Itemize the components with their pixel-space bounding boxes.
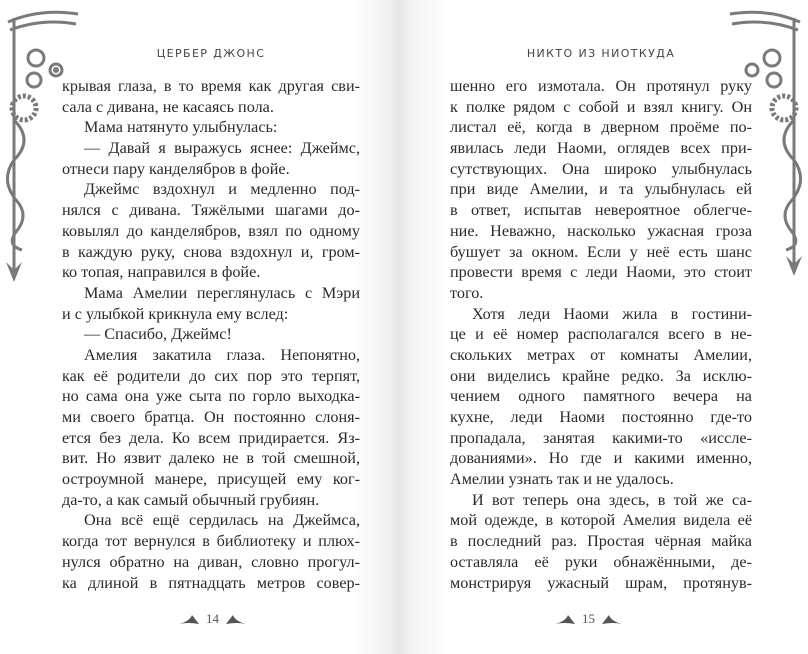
text-line: ка длиной в пятнадцать метров совер- — [62, 573, 360, 592]
text-line: того. — [450, 283, 484, 302]
text-line: сала с дивана, не касаясь пола. — [62, 97, 274, 116]
text-line: как её родители до сих пор это терпят, — [62, 366, 360, 385]
text-line: ковылял до канделябров, взял по одному — [62, 221, 360, 240]
text-line: в последний раз. Простая чёрная майка — [450, 532, 752, 551]
text-line: они виделись крайне редко. За исклю- — [450, 366, 752, 385]
leaf-ornament-icon — [554, 613, 576, 625]
text-line: при виде Амелии, и та улыбнулась ей — [450, 180, 752, 199]
text-line: пропадала, занятая какими-то «иссле- — [450, 428, 752, 447]
text-line: к полке рядом с собой и взял книгу. Он — [450, 97, 752, 116]
text-line: ние. Неважно, насколько ужасная гроза — [450, 221, 752, 240]
text-line: ется без дела. Ко всем придирается. Яз- — [62, 428, 360, 447]
text-line: кухне, леди Наоми постоянно где-то — [450, 408, 752, 426]
text-line: ко топая, направился в фойе. — [62, 263, 261, 282]
text-line: — Спасибо, Джеймс! — [84, 325, 232, 344]
text-line: явилась леди Наоми, оглядев всех при- — [450, 139, 752, 158]
text-line: Амелии узнать так и не удалось. — [450, 470, 674, 489]
text-line: дованиями». Но где и какими именно, — [450, 449, 752, 468]
running-header: НИКТО ИЗ НИОТКУДА — [526, 47, 676, 60]
page-footer — [554, 611, 623, 627]
page-footer — [178, 611, 247, 627]
text-line: шенно его измотала. Он протянул руку — [450, 77, 752, 95]
text-line: в ответ, испытав невероятное облегче- — [450, 201, 752, 220]
page-text — [450, 76, 752, 593]
leaf-ornament-icon — [225, 613, 247, 625]
text-line: листал её, когда в дверном проёме по- — [450, 118, 752, 137]
text-line: Мама натянуто улыбнулась: — [84, 118, 278, 137]
text-line: це и её номер располагался всего в не- — [450, 325, 752, 344]
left-page — [0, 0, 400, 654]
text-line: сутствующих. Она широко улыбнулась — [450, 159, 752, 178]
text-line: но сама она уже сыта по горло выходка- — [62, 387, 360, 406]
page-number: 15 — [582, 611, 595, 626]
text-line: вит. Но язвит далеко не в той смешной, — [62, 449, 360, 468]
text-line: Хотя леди Наоми жила в гостини- — [472, 304, 752, 323]
text-line: остроумной манере, присущей ему ког- — [62, 470, 360, 489]
right-page — [400, 0, 808, 654]
text-line: чением одного памятного вечера на — [450, 387, 752, 406]
text-line: в каждую руку, снова вздохнул и, гром- — [62, 242, 360, 261]
text-line: Амелия закатила глаза. Непонятно, — [84, 345, 360, 364]
text-line: монстрируя ужасный шрам, протянув- — [450, 573, 752, 592]
leaf-ornament-icon — [601, 613, 623, 625]
text-line: провести время с леди Наоми, это стоит — [450, 263, 752, 282]
text-line: И вот теперь она здесь, в той же са- — [472, 490, 752, 509]
text-line: оставляла её руки обнажёнными, де- — [450, 552, 752, 571]
text-line: мой одежде, в которой Амелия видела её — [450, 511, 752, 530]
text-line: отнеси пару канделябров в фойе. — [62, 159, 290, 178]
text-line: когда тот вернулся в библиотеку и плюх- — [62, 532, 360, 551]
running-header: ЦЕРБЕР ДЖОНС — [156, 47, 266, 60]
text-line: — Давай я выражусь яснее: Джеймс, — [84, 139, 360, 158]
text-line: ми своего братца. Он постоянно слоня- — [62, 408, 360, 426]
text-line: да-то, а как самый обычный грубиян. — [62, 490, 320, 509]
text-line: Мама Амелии переглянулась с Мэри — [84, 283, 360, 302]
text-line: Джеймс вздохнул и медленно под- — [84, 180, 360, 199]
leaf-ornament-icon — [178, 613, 200, 625]
text-line: крывая глаза, в то время как другая сви- — [62, 77, 360, 95]
text-line: нулся обратно на диван, словно прогул- — [62, 552, 360, 571]
text-line: скольких метрах от комнаты Амелии, — [450, 345, 752, 364]
text-line: Она всё ещё сердилась на Джеймса, — [84, 511, 360, 530]
page-text — [62, 76, 360, 593]
text-line: и с улыбкой крикнула ему вслед: — [62, 304, 289, 323]
page-number: 14 — [206, 611, 219, 626]
text-line: нялся с дивана. Тяжёлыми шагами до- — [62, 201, 360, 220]
text-line: бушует за окном. Если у неё есть шанс — [450, 242, 752, 261]
